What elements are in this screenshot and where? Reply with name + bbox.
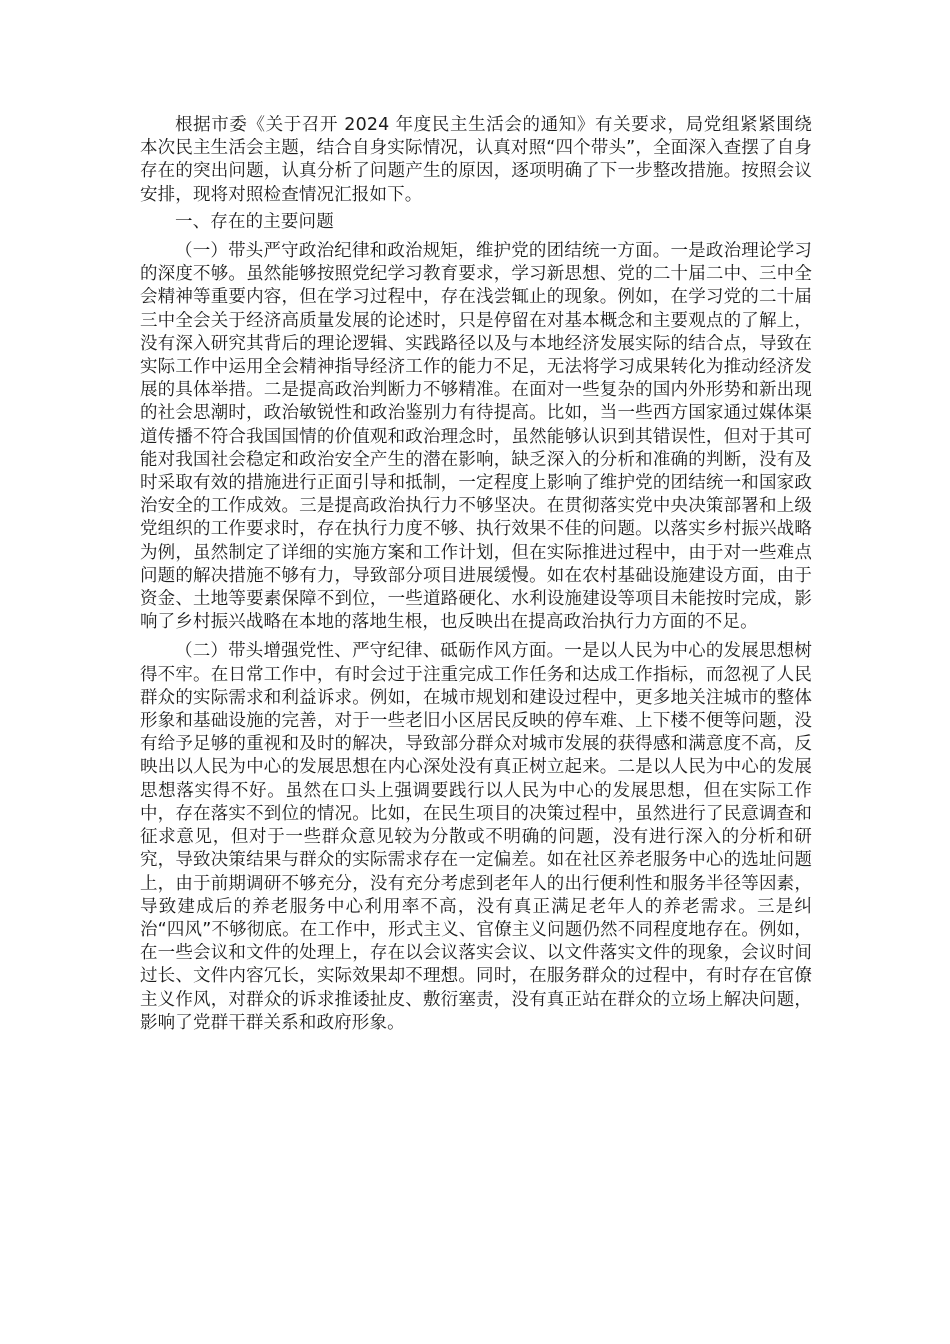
item-2-paragraph [140,640,812,1034]
item-2-title: （二）带头增强党性、严守纪律、砥砺作风方面。 [175,641,565,662]
item-1-body: 一是政治理论学习的深度不够。虽然能够按照党纪学习教育要求，学习新思想、党的二十届二中、三中全会精神等重要内容，但在学习过程中，存在浅尝辄止的现象。例如，在学习党的二十届三中全会关于经济高质量发展的论述时，只是停留在对基本概念和主要观点的了解上，没有深入研究其背后的理论逻辑、实践路径以及与本地经济发展实际的结合点，导致在实际工作中运用全会精神指导经济工作的能力不足，无法将学习成果转化为推动经济发展的具体举措。二是提高政治判断力不够精准。在面对一些复杂的国内外形势和新出现的社会思潮时，政治敏锐性和政治鉴别力有待提高。比如，当一些西方国家通过媒体渠道传播不符合我国国情的价值观和政治理念时，虽然能够认识到其错误性，但对于其可能对我国社会稳定和政治安全产生的潜在影响，缺乏深入的分析和准确的判断，没有及时采取有效的措施进行正面引导和抵制，一定程度上影响了维护党的团结统一和国家政治安全的工作成效。三是提高政治执行力不够坚决。在贯彻落实党中央决策部署和上级党组织的工作要求时，存在执行力度不够、执行效果不佳的问题。以落实乡村振兴战略为例，虽然制定了详细的实施方案和工作计划，但在实际推进过程中，由于对一些难点问题的解决措施不够有力，导致部分项目进展缓慢。如在农村基础设施建设方面，由于资金、土地等要素保障不到位，一些道路硬化、水利设施建设等项目未能按时完成，影响了乡村振兴战略在本地的落地生根，也反映出在提高政治执行力方面的不足。 [140,241,813,633]
document-page [140,114,812,1035]
intro-paragraph: 根据市委《关于召开 2024 年度民主生活会的通知》有关要求，局党组紧紧围绕本次民主生活会主题，结合自身实际情况，认真对照“四个带头”，全面深入查摆了自身存在的突出问题，认真分析了问题产生的原因，逐项明确了下一步整改措施。按照会议安排，现将对照检查情况汇报如下。 [140,115,812,205]
item-2-body: 一是以人民为中心的发展思想树得不牢。在日常工作中，有时会过于注重完成工作任务和达成工作指标，而忽视了人民群众的实际需求和利益诉求。例如，在城市规划和建设过程中，更多地关注城市的整体形象和基础设施的完善，对于一些老旧小区居民反映的停车难、上下楼不便等问题，没有给予足够的重视和及时的解决，导致部分群众对城市发展的获得感和满意度不高，反映出以人民为中心的发展思想在内心深处没有真正树立起来。二是以人民为中心的发展思想落实得不好。虽然在口头上强调要践行以人民为中心的发展思想，但在实际工作中，存在落实不到位的情况。比如，在民生项目的决策过程中，虽然进行了民意调查和征求意见，但对于一些群众意见较为分散或不明确的问题，没有进行深入的分析和研究，导致决策结果与群众的实际需求存在一定偏差。如在社区养老服务中心的选址问题上，由于前期调研不够充分，没有充分考虑到老年人的出行便利性和服务半径等因素，导致建成后的养老服务中心利用率不高，没有真正满足老年人的养老需求。三是纠治“四风”不够彻底。在工作中，形式主义、官僚主义问题仍然不同程度地存在。例如，在一些会议和文件的处理上，存在以会议落实会议、以文件落实文件的现象，会议时间过长、文件内容冗长，实际效果却不理想。同时，在服务群众的过程中，有时存在官僚主义作风，对群众的诉求推诿扯皮、敷衍塞责，没有真正站在群众的立场上解决问题，影响了党群干群关系和政府形象。 [140,641,812,1033]
section-heading: 一、存在的主要问题 [175,211,334,232]
item-1-title: （一）带头严守政治纪律和政治规矩，维护党的团结统一方面。 [175,241,671,262]
item-1-paragraph [140,240,812,634]
